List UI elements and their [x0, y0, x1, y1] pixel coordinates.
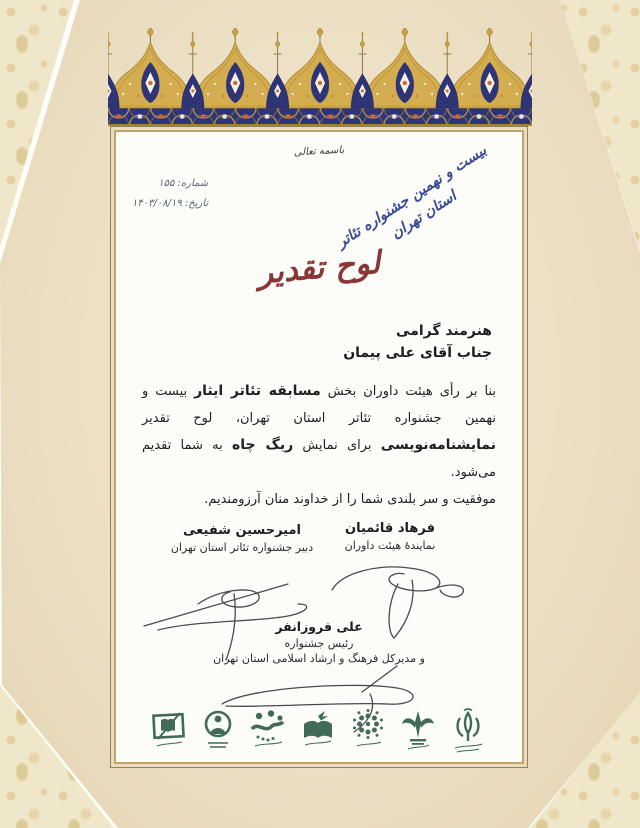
signatory-role: دبیر جشنواره تئاتر استان تهران	[170, 541, 314, 554]
certificate-frame	[110, 126, 528, 768]
signatory-festival-secretary	[142, 522, 342, 556]
recipient-greeting: هنرمند گرامی	[396, 323, 492, 339]
document-number: شماره: ۱۵۵	[158, 178, 209, 189]
flower-burst-logo-icon	[347, 708, 389, 754]
certificate-title: لوح تقدیر	[256, 244, 382, 292]
signatory-name: فرهاد قائمیان	[345, 521, 435, 536]
document-date: تاریخ: ۱۴۰۳/۰۸/۱۹	[132, 198, 209, 209]
wish-sentence: موفقیت و سر بلندی شما را از خداوند منان آرزومندیم.	[204, 492, 496, 507]
recipient-name: جناب آقای علی پیمان	[343, 345, 492, 361]
open-book-bird-logo-icon	[298, 708, 338, 754]
iran-emblem-logo-icon	[447, 708, 489, 758]
signatory-role: نمایندهٔ هیئت داوران	[344, 539, 436, 552]
festival-calligraphy: بیست و نهمین جشنواره تئاتر استان تهران	[334, 142, 490, 252]
signatory-role: رئیس جشنواره	[284, 637, 354, 650]
signatory-name: امیرحسین شفیعی	[183, 523, 301, 538]
book-frame-logo-icon	[149, 708, 189, 754]
circle-figure-logo-icon	[198, 708, 238, 754]
signatory-name: علی فروزانفر	[275, 619, 363, 634]
certificate-field	[114, 130, 524, 764]
basmala-text: باسمه تعالی	[293, 144, 345, 159]
illumination-ornament	[108, 28, 532, 128]
body-paragraph	[142, 378, 496, 513]
signatory-role-2: و مدیرکل فرهنگ و ارشاد اسلامی استان تهران	[213, 652, 425, 665]
bird-emblem-logo-icon	[398, 708, 438, 756]
signatory-festival-president	[116, 618, 522, 666]
logos-row	[116, 708, 522, 758]
dots-wave-logo-icon	[247, 708, 289, 754]
award-sentence: بنا بر رأی هیئت داوران بخش مسابقه تئاتر ایثار بیست و نهمین جشنواره تئاتر استان تهران، لوح تقدیر نمایشنامه‌نویسی برای نمایش ریگ چاه به شما تقدیم می‌شود.	[142, 383, 497, 480]
document-meta	[132, 174, 208, 214]
recipient-block	[343, 320, 492, 364]
